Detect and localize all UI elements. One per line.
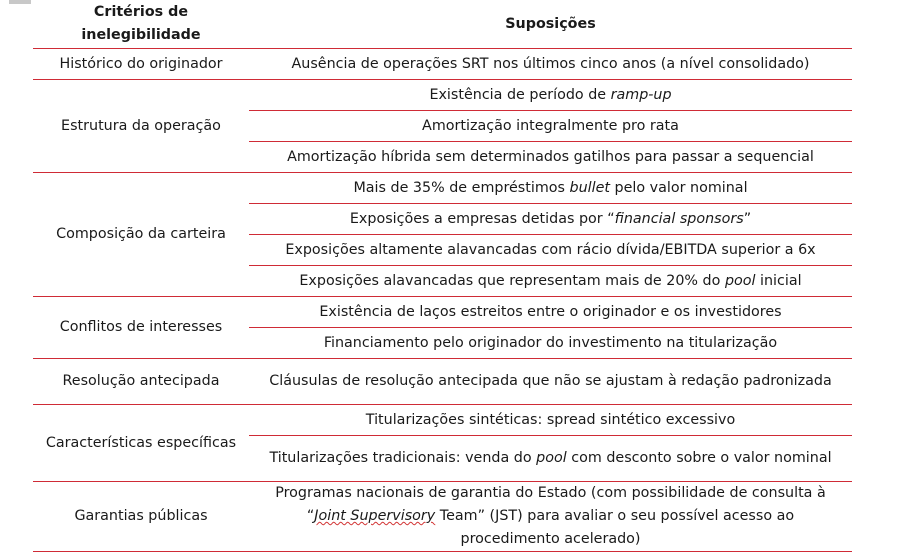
criterion-portfolio-composition: Composição da carteira xyxy=(33,173,249,297)
criterion-originator-history: Histórico do originador xyxy=(33,49,249,80)
assumption-cell: Cláusulas de resolução antecipada que não se ajustam à redação padronizada xyxy=(249,359,852,405)
table-header-row xyxy=(33,0,852,49)
table-row xyxy=(33,80,852,111)
assumption-cell: Existência de laços estreitos entre o originador e os investidores xyxy=(249,297,852,328)
assumption-cell: Financiamento pelo originador do investimento na titularização xyxy=(249,328,852,359)
assumption-cell: Programas nacionais de garantia do Estado (com possibilidade de consulta à “Joint Supervisory Team” (JST) para avaliar o seu possível acesso ao procedimento acelerado) xyxy=(249,482,852,552)
table-row xyxy=(33,405,852,436)
ineligibility-criteria-table xyxy=(33,0,852,552)
assumption-cell: Ausência de operações SRT nos últimos cinco anos (a nível consolidado) xyxy=(249,49,852,80)
criterion-conflicts-of-interest: Conflitos de interesses xyxy=(33,297,249,359)
assumption-cell: Exposições altamente alavancadas com rácio dívida/EBITDA superior a 6x xyxy=(249,235,852,266)
table-row xyxy=(33,173,852,204)
header-assumptions: Suposições xyxy=(249,0,852,49)
assumption-cell: Amortização híbrida sem determinados gatilhos para passar a sequencial xyxy=(249,142,852,173)
table-row xyxy=(33,297,852,328)
assumption-cell: Amortização integralmente pro rata xyxy=(249,111,852,142)
table-row xyxy=(33,359,852,405)
assumption-cell: Titularizações tradicionais: venda do pool com desconto sobre o valor nominal xyxy=(249,436,852,482)
assumption-cell: Titularizações sintéticas: spread sintético excessivo xyxy=(249,405,852,436)
assumption-cell: Exposições alavancadas que representam mais de 20% do pool inicial xyxy=(249,266,852,297)
header-criteria: Critérios de inelegibilidade xyxy=(33,0,249,49)
assumption-cell: Exposições a empresas detidas por “financial sponsors” xyxy=(249,204,852,235)
corner-mark xyxy=(9,0,31,4)
table-row xyxy=(33,482,852,552)
criterion-specific-features: Características específicas xyxy=(33,405,249,482)
criterion-transaction-structure: Estrutura da operação xyxy=(33,80,249,173)
table-row xyxy=(33,49,852,80)
criterion-early-termination: Resolução antecipada xyxy=(33,359,249,405)
assumption-cell: Mais de 35% de empréstimos bullet pelo valor nominal xyxy=(249,173,852,204)
criterion-public-guarantees: Garantias públicas xyxy=(33,482,249,552)
assumption-cell: Existência de período de ramp-up xyxy=(249,80,852,111)
